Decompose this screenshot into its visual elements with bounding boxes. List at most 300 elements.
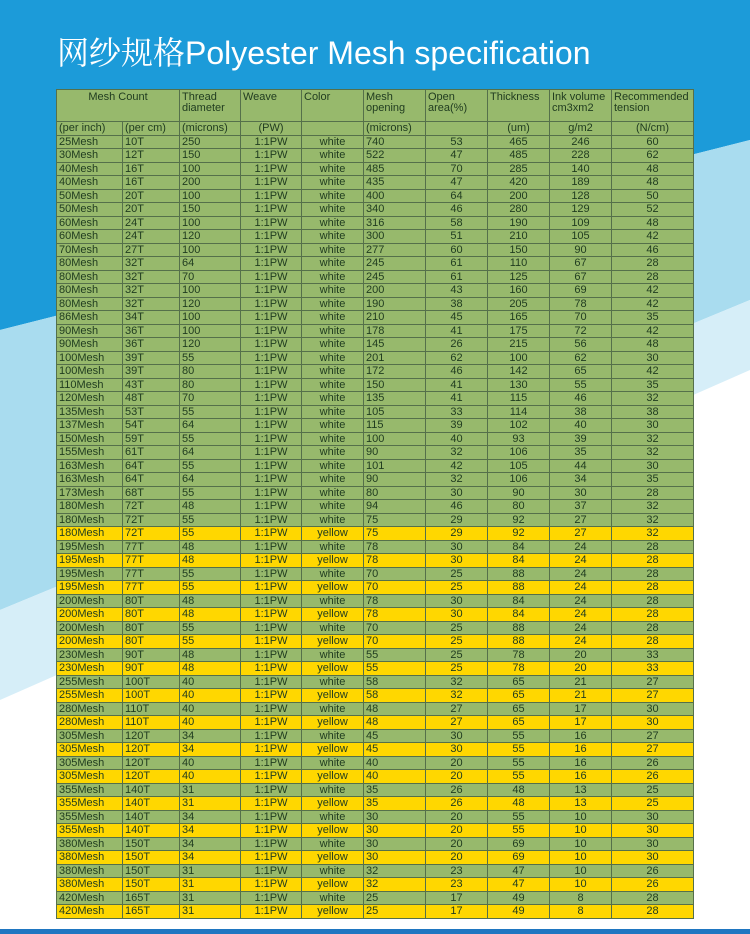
cell-mesh-per-inch: 195Mesh (57, 581, 123, 595)
cell-thickness: 280 (488, 203, 550, 217)
cell-ink-volume: 72 (550, 324, 612, 338)
cell-mesh-per-inch: 305Mesh (57, 770, 123, 784)
cell-mesh-per-inch: 60Mesh (57, 216, 123, 230)
cell-ink-volume: 189 (550, 176, 612, 190)
unit-cell (426, 122, 488, 136)
cell-mesh-per-inch: 80Mesh (57, 297, 123, 311)
cell-mesh-per-inch: 305Mesh (57, 729, 123, 743)
cell-tension: 30 (612, 810, 694, 824)
cell-mesh-per-inch: 180Mesh (57, 527, 123, 541)
cell-tension: 27 (612, 743, 694, 757)
cell-weave: 1:1PW (241, 270, 302, 284)
cell-mesh-per-cm: 77T (123, 581, 180, 595)
cell-color: white (302, 284, 364, 298)
table-row (57, 351, 694, 365)
cell-thread-diameter: 80 (180, 365, 241, 379)
cell-color: white (302, 162, 364, 176)
cell-mesh-opening: 300 (364, 230, 426, 244)
cell-mesh-per-cm: 80T (123, 594, 180, 608)
cell-thickness: 49 (488, 891, 550, 905)
cell-mesh-per-cm: 16T (123, 176, 180, 190)
unit-cell: g/m2 (550, 122, 612, 136)
cell-ink-volume: 24 (550, 608, 612, 622)
cell-tension: 42 (612, 365, 694, 379)
cell-mesh-opening: 90 (364, 473, 426, 487)
cell-tension: 28 (612, 257, 694, 271)
cell-weave: 1:1PW (241, 837, 302, 851)
table-row (57, 324, 694, 338)
cell-open-area: 61 (426, 257, 488, 271)
cell-ink-volume: 34 (550, 473, 612, 487)
table-row (57, 810, 694, 824)
cell-mesh-per-inch: 380Mesh (57, 851, 123, 865)
cell-mesh-per-cm: 150T (123, 837, 180, 851)
cell-weave: 1:1PW (241, 486, 302, 500)
table-row (57, 270, 694, 284)
cell-ink-volume: 16 (550, 743, 612, 757)
cell-thickness: 48 (488, 797, 550, 811)
cell-mesh-opening: 55 (364, 662, 426, 676)
cell-tension: 26 (612, 770, 694, 784)
cell-thickness: 106 (488, 473, 550, 487)
cell-mesh-per-cm: 20T (123, 203, 180, 217)
cell-mesh-per-inch: 280Mesh (57, 702, 123, 716)
cell-weave: 1:1PW (241, 729, 302, 743)
table-row (57, 378, 694, 392)
cell-mesh-per-cm: 54T (123, 419, 180, 433)
cell-mesh-per-cm: 36T (123, 324, 180, 338)
table-row (57, 392, 694, 406)
page-title: 网纱规格Polyester Mesh specification (57, 35, 591, 71)
cell-tension: 48 (612, 216, 694, 230)
cell-mesh-opening: 45 (364, 743, 426, 757)
cell-mesh-per-inch: 155Mesh (57, 446, 123, 460)
cell-mesh-opening: 210 (364, 311, 426, 325)
cell-mesh-opening: 30 (364, 824, 426, 838)
cell-mesh-opening: 245 (364, 257, 426, 271)
cell-mesh-per-inch: 200Mesh (57, 621, 123, 635)
cell-ink-volume: 24 (550, 635, 612, 649)
cell-color: white (302, 176, 364, 190)
cell-open-area: 32 (426, 473, 488, 487)
bottom-bar (0, 929, 750, 934)
cell-open-area: 20 (426, 810, 488, 824)
cell-thickness: 80 (488, 500, 550, 514)
cell-mesh-opening: 94 (364, 500, 426, 514)
header-mesh-opening: Mesh opening (364, 90, 426, 122)
cell-weave: 1:1PW (241, 621, 302, 635)
table-row (57, 446, 694, 460)
cell-weave: 1:1PW (241, 162, 302, 176)
cell-tension: 50 (612, 189, 694, 203)
cell-thickness: 160 (488, 284, 550, 298)
cell-tension: 32 (612, 513, 694, 527)
cell-thread-diameter: 55 (180, 351, 241, 365)
cell-ink-volume: 16 (550, 729, 612, 743)
cell-color: white (302, 540, 364, 554)
cell-open-area: 20 (426, 770, 488, 784)
cell-thickness: 150 (488, 243, 550, 257)
table-row (57, 689, 694, 703)
cell-thread-diameter: 64 (180, 473, 241, 487)
cell-open-area: 25 (426, 567, 488, 581)
cell-mesh-per-cm: 140T (123, 824, 180, 838)
cell-ink-volume: 17 (550, 702, 612, 716)
cell-mesh-per-cm: 80T (123, 608, 180, 622)
cell-color: yellow (302, 770, 364, 784)
cell-thickness: 55 (488, 810, 550, 824)
table-row (57, 716, 694, 730)
cell-thickness: 114 (488, 405, 550, 419)
cell-open-area: 60 (426, 243, 488, 257)
cell-weave: 1:1PW (241, 770, 302, 784)
cell-ink-volume: 17 (550, 716, 612, 730)
cell-color: white (302, 338, 364, 352)
cell-weave: 1:1PW (241, 689, 302, 703)
cell-mesh-opening: 190 (364, 297, 426, 311)
cell-mesh-opening: 145 (364, 338, 426, 352)
cell-open-area: 25 (426, 662, 488, 676)
table-row (57, 608, 694, 622)
cell-tension: 48 (612, 162, 694, 176)
cell-mesh-per-inch: 135Mesh (57, 405, 123, 419)
cell-open-area: 17 (426, 905, 488, 919)
cell-thread-diameter: 48 (180, 500, 241, 514)
cell-thread-diameter: 31 (180, 878, 241, 892)
cell-mesh-per-inch: 40Mesh (57, 176, 123, 190)
cell-thickness: 215 (488, 338, 550, 352)
table-row (57, 365, 694, 379)
table-row (57, 189, 694, 203)
cell-weave: 1:1PW (241, 594, 302, 608)
cell-mesh-opening: 277 (364, 243, 426, 257)
cell-color: yellow (302, 527, 364, 541)
cell-ink-volume: 21 (550, 689, 612, 703)
cell-mesh-per-inch: 100Mesh (57, 365, 123, 379)
table-row (57, 257, 694, 271)
cell-mesh-per-cm: 68T (123, 486, 180, 500)
cell-ink-volume: 8 (550, 891, 612, 905)
cell-mesh-per-inch: 280Mesh (57, 716, 123, 730)
header-mesh-count: Mesh Count (57, 90, 180, 122)
cell-tension: 30 (612, 419, 694, 433)
cell-tension: 48 (612, 338, 694, 352)
cell-weave: 1:1PW (241, 527, 302, 541)
cell-thickness: 200 (488, 189, 550, 203)
cell-mesh-per-cm: 150T (123, 864, 180, 878)
header-open-area: Open area(%) (426, 90, 488, 122)
cell-thread-diameter: 70 (180, 270, 241, 284)
table-row (57, 770, 694, 784)
cell-mesh-per-cm: 32T (123, 270, 180, 284)
cell-weave: 1:1PW (241, 351, 302, 365)
cell-thickness: 65 (488, 716, 550, 730)
cell-color: white (302, 297, 364, 311)
cell-color: white (302, 378, 364, 392)
cell-mesh-per-inch: 305Mesh (57, 756, 123, 770)
cell-color: white (302, 513, 364, 527)
cell-ink-volume: 27 (550, 527, 612, 541)
cell-mesh-per-cm: 72T (123, 500, 180, 514)
cell-mesh-opening: 178 (364, 324, 426, 338)
cell-mesh-per-inch: 305Mesh (57, 743, 123, 757)
cell-mesh-opening: 70 (364, 621, 426, 635)
cell-mesh-per-cm: 120T (123, 743, 180, 757)
cell-thickness: 84 (488, 608, 550, 622)
cell-thickness: 190 (488, 216, 550, 230)
cell-thickness: 84 (488, 554, 550, 568)
cell-color: white (302, 473, 364, 487)
cell-ink-volume: 37 (550, 500, 612, 514)
table-row (57, 891, 694, 905)
cell-thread-diameter: 55 (180, 432, 241, 446)
cell-weave: 1:1PW (241, 743, 302, 757)
cell-color: white (302, 864, 364, 878)
cell-mesh-per-inch: 230Mesh (57, 648, 123, 662)
table-row (57, 635, 694, 649)
cell-mesh-per-inch: 255Mesh (57, 675, 123, 689)
cell-mesh-per-inch: 30Mesh (57, 149, 123, 163)
cell-tension: 42 (612, 297, 694, 311)
cell-tension: 28 (612, 594, 694, 608)
cell-mesh-per-cm: 39T (123, 351, 180, 365)
cell-open-area: 25 (426, 635, 488, 649)
cell-thickness: 69 (488, 851, 550, 865)
cell-thickness: 49 (488, 905, 550, 919)
table-row (57, 311, 694, 325)
cell-mesh-per-inch: 40Mesh (57, 162, 123, 176)
table-row (57, 473, 694, 487)
table-row (57, 513, 694, 527)
unit-cell: (per cm) (123, 122, 180, 136)
cell-thickness: 465 (488, 135, 550, 149)
cell-mesh-opening: 135 (364, 392, 426, 406)
cell-thread-diameter: 55 (180, 513, 241, 527)
cell-mesh-per-inch: 173Mesh (57, 486, 123, 500)
cell-open-area: 30 (426, 729, 488, 743)
cell-open-area: 30 (426, 540, 488, 554)
cell-mesh-per-cm: 24T (123, 230, 180, 244)
table-row (57, 338, 694, 352)
cell-color: white (302, 891, 364, 905)
cell-weave: 1:1PW (241, 284, 302, 298)
cell-thickness: 92 (488, 527, 550, 541)
cell-tension: 28 (612, 554, 694, 568)
cell-ink-volume: 44 (550, 459, 612, 473)
unit-cell: (microns) (364, 122, 426, 136)
cell-mesh-per-cm: 140T (123, 797, 180, 811)
cell-mesh-per-cm: 100T (123, 675, 180, 689)
cell-color: white (302, 621, 364, 635)
cell-tension: 28 (612, 905, 694, 919)
cell-mesh-per-cm: 77T (123, 567, 180, 581)
cell-thread-diameter: 34 (180, 810, 241, 824)
cell-tension: 27 (612, 689, 694, 703)
cell-ink-volume: 128 (550, 189, 612, 203)
cell-open-area: 30 (426, 594, 488, 608)
table-row (57, 729, 694, 743)
cell-thickness: 485 (488, 149, 550, 163)
cell-open-area: 30 (426, 608, 488, 622)
cell-color: yellow (302, 797, 364, 811)
header-thread-diameter: Thread diameter (180, 90, 241, 122)
table-row (57, 783, 694, 797)
cell-weave: 1:1PW (241, 783, 302, 797)
cell-thickness: 65 (488, 702, 550, 716)
cell-open-area: 53 (426, 135, 488, 149)
cell-ink-volume: 129 (550, 203, 612, 217)
table-row (57, 284, 694, 298)
cell-mesh-opening: 78 (364, 554, 426, 568)
cell-open-area: 26 (426, 338, 488, 352)
cell-mesh-per-cm: 59T (123, 432, 180, 446)
cell-weave: 1:1PW (241, 135, 302, 149)
cell-open-area: 46 (426, 500, 488, 514)
cell-tension: 32 (612, 432, 694, 446)
cell-color: white (302, 216, 364, 230)
header-color: Color (302, 90, 364, 122)
cell-weave: 1:1PW (241, 230, 302, 244)
cell-weave: 1:1PW (241, 608, 302, 622)
cell-mesh-opening: 100 (364, 432, 426, 446)
cell-thickness: 142 (488, 365, 550, 379)
table-row (57, 743, 694, 757)
cell-thread-diameter: 40 (180, 689, 241, 703)
cell-mesh-opening: 101 (364, 459, 426, 473)
cell-open-area: 23 (426, 864, 488, 878)
cell-mesh-per-cm: 64T (123, 459, 180, 473)
cell-mesh-opening: 485 (364, 162, 426, 176)
cell-thread-diameter: 120 (180, 297, 241, 311)
cell-weave: 1:1PW (241, 338, 302, 352)
cell-mesh-per-inch: 200Mesh (57, 635, 123, 649)
cell-ink-volume: 67 (550, 270, 612, 284)
cell-weave: 1:1PW (241, 797, 302, 811)
cell-tension: 28 (612, 540, 694, 554)
cell-weave: 1:1PW (241, 905, 302, 919)
cell-mesh-per-inch: 355Mesh (57, 797, 123, 811)
table-row (57, 621, 694, 635)
cell-tension: 30 (612, 824, 694, 838)
cell-mesh-per-cm: 165T (123, 905, 180, 919)
cell-mesh-per-cm: 12T (123, 149, 180, 163)
cell-ink-volume: 24 (550, 554, 612, 568)
cell-ink-volume: 16 (550, 756, 612, 770)
cell-color: white (302, 257, 364, 271)
cell-open-area: 27 (426, 716, 488, 730)
cell-open-area: 23 (426, 878, 488, 892)
cell-thread-diameter: 100 (180, 311, 241, 325)
cell-thread-diameter: 64 (180, 446, 241, 460)
cell-tension: 38 (612, 405, 694, 419)
cell-mesh-per-inch: 163Mesh (57, 459, 123, 473)
cell-mesh-per-inch: 80Mesh (57, 257, 123, 271)
cell-weave: 1:1PW (241, 554, 302, 568)
cell-open-area: 27 (426, 702, 488, 716)
cell-open-area: 61 (426, 270, 488, 284)
cell-mesh-per-cm: 90T (123, 662, 180, 676)
cell-open-area: 41 (426, 324, 488, 338)
cell-mesh-per-cm: 77T (123, 554, 180, 568)
table-row (57, 230, 694, 244)
cell-thread-diameter: 120 (180, 338, 241, 352)
table-row (57, 176, 694, 190)
cell-thickness: 55 (488, 824, 550, 838)
cell-color: yellow (302, 689, 364, 703)
cell-color: white (302, 837, 364, 851)
cell-open-area: 33 (426, 405, 488, 419)
cell-mesh-opening: 80 (364, 486, 426, 500)
cell-mesh-per-inch: 110Mesh (57, 378, 123, 392)
table-row (57, 500, 694, 514)
table-row (57, 162, 694, 176)
cell-thickness: 90 (488, 486, 550, 500)
cell-open-area: 41 (426, 392, 488, 406)
header-weave: Weave (241, 90, 302, 122)
cell-mesh-opening: 40 (364, 770, 426, 784)
header-row (57, 90, 694, 122)
cell-tension: 28 (612, 567, 694, 581)
cell-tension: 35 (612, 378, 694, 392)
cell-color: white (302, 648, 364, 662)
cell-thread-diameter: 31 (180, 783, 241, 797)
cell-tension: 35 (612, 473, 694, 487)
cell-tension: 52 (612, 203, 694, 217)
cell-color: white (302, 810, 364, 824)
cell-weave: 1:1PW (241, 149, 302, 163)
cell-mesh-per-inch: 60Mesh (57, 230, 123, 244)
cell-ink-volume: 70 (550, 311, 612, 325)
cell-open-area: 30 (426, 554, 488, 568)
cell-thread-diameter: 55 (180, 635, 241, 649)
cell-ink-volume: 55 (550, 378, 612, 392)
cell-thread-diameter: 100 (180, 216, 241, 230)
cell-color: yellow (302, 581, 364, 595)
cell-thickness: 88 (488, 581, 550, 595)
cell-thread-diameter: 55 (180, 459, 241, 473)
cell-thread-diameter: 55 (180, 581, 241, 595)
cell-mesh-opening: 55 (364, 648, 426, 662)
cell-mesh-opening: 70 (364, 567, 426, 581)
cell-thread-diameter: 55 (180, 405, 241, 419)
cell-color: yellow (302, 824, 364, 838)
cell-mesh-per-inch: 50Mesh (57, 189, 123, 203)
cell-tension: 30 (612, 851, 694, 865)
cell-mesh-per-cm: 16T (123, 162, 180, 176)
cell-color: white (302, 675, 364, 689)
cell-mesh-opening: 75 (364, 513, 426, 527)
cell-mesh-opening: 90 (364, 446, 426, 460)
cell-weave: 1:1PW (241, 702, 302, 716)
cell-mesh-per-cm: 32T (123, 284, 180, 298)
cell-mesh-per-cm: 110T (123, 702, 180, 716)
cell-ink-volume: 24 (550, 540, 612, 554)
cell-open-area: 26 (426, 797, 488, 811)
cell-thickness: 175 (488, 324, 550, 338)
cell-thread-diameter: 48 (180, 662, 241, 676)
cell-mesh-per-cm: 32T (123, 297, 180, 311)
cell-ink-volume: 30 (550, 486, 612, 500)
cell-ink-volume: 10 (550, 864, 612, 878)
cell-color: white (302, 243, 364, 257)
cell-mesh-per-cm: 32T (123, 257, 180, 271)
cell-ink-volume: 10 (550, 878, 612, 892)
cell-thread-diameter: 150 (180, 149, 241, 163)
cell-ink-volume: 10 (550, 824, 612, 838)
cell-tension: 28 (612, 635, 694, 649)
cell-open-area: 26 (426, 783, 488, 797)
cell-weave: 1:1PW (241, 324, 302, 338)
